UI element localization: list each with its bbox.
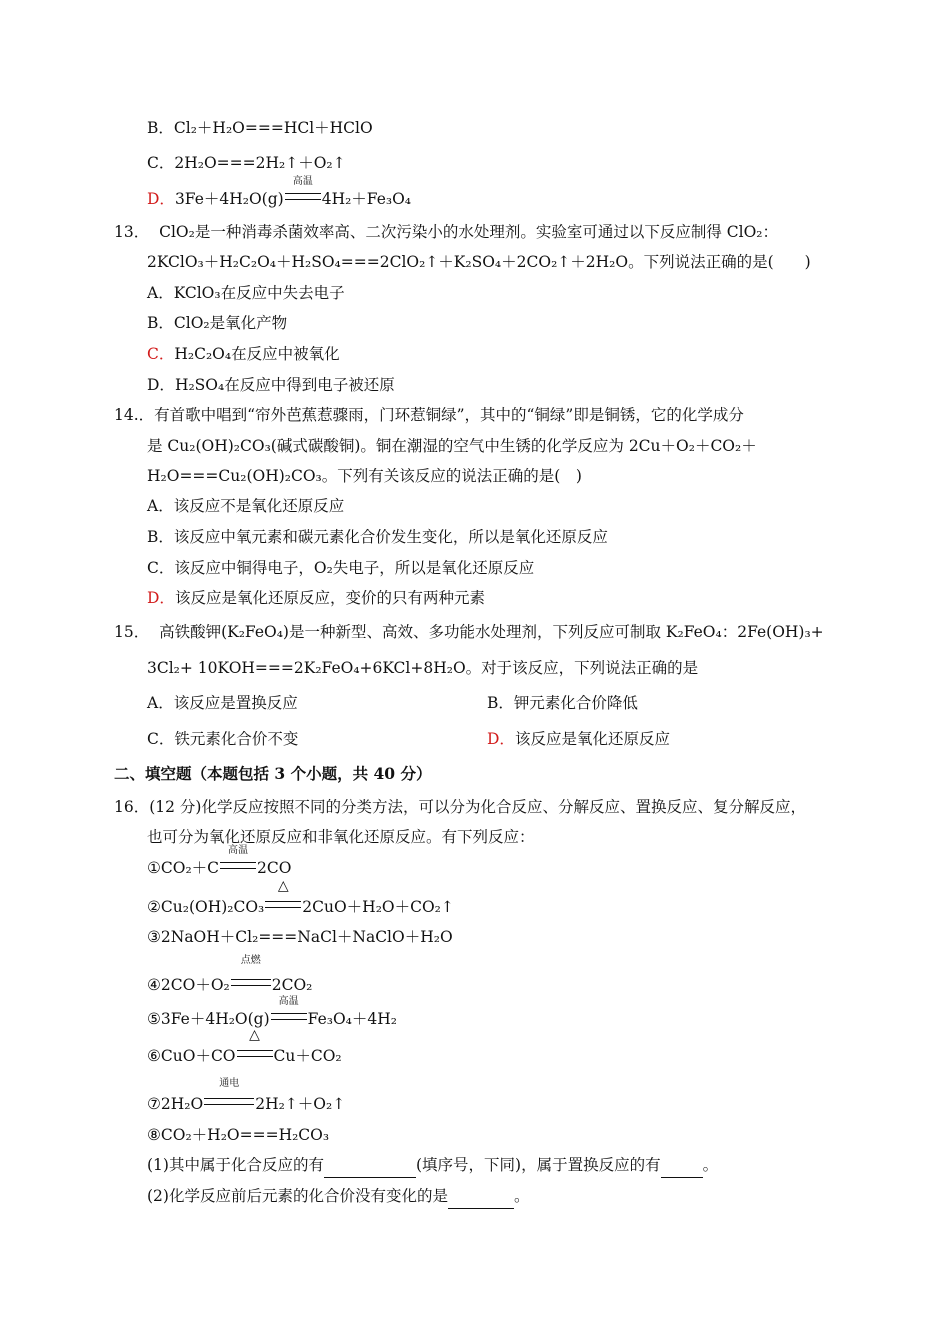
q16-reaction-4: ④2CO＋O₂ 点燃 2CO₂ — [147, 955, 313, 994]
q16-stem-line1: 16．(12 分)化学反应按照不同的分类方法，可以分为化合反应、分解反应、置换反应、复分解反应， — [114, 798, 806, 816]
q16-reaction-1: ①CO₂＋C 高温 2CO — [147, 845, 292, 877]
q16-reaction-5: ⑤3Fe＋4H₂O(g) 高温 Fe₃O₄＋4H₂ — [147, 996, 397, 1028]
q14-stem-line2: 是 Cu₂(OH)₂CO₃(碱式碳酸铜)。铜在潮湿的空气中生锈的化学反应为 2Cu＋O₂＋CO₂＋ — [147, 437, 757, 455]
q15-stem-line1: 15． 高铁酸钾(K₂FeO₄)是一种新型、高效、多功能水处理剂，下列反应可制取 K₂FeO₄：2Fe(OH)₃+ — [114, 623, 824, 641]
condition-arrow: △ — [265, 897, 301, 917]
q12-option-c: C．2H₂O===2H₂↑＋O₂↑ — [147, 154, 346, 172]
q13-option-b: B．ClO₂是氧化产物 — [147, 314, 288, 332]
condition-arrow: 高温 — [285, 189, 321, 209]
q12-option-d: D．3Fe＋4H₂O(g) 高温 4H₂＋Fe₃O₄ — [147, 176, 412, 208]
q13-stem-line2: 2KClO₃＋H₂C₂O₄＋H₂SO₄===2ClO₂↑＋K₂SO₄＋2CO₂↑＋2H₂O。下列说法正确的是( ) — [147, 253, 811, 271]
condition-arrow: 通电 — [204, 1094, 254, 1114]
q13-stem-line1: 13． ClO₂是一种消毒杀菌效率高、二次污染小的水处理剂。实验室可通过以下反应制得 ClO₂： — [114, 223, 778, 241]
condition-arrow: 高温 — [271, 1009, 307, 1029]
q16-reaction-7: ⑦2H₂O 通电 2H₂↑＋O₂↑ — [147, 1078, 346, 1113]
q13-option-d: D．H₂SO₄在反应中得到电子被还原 — [147, 376, 395, 394]
q14-option-c: C．该反应中铜得电子，O₂失电子，所以是氧化还原反应 — [147, 559, 535, 577]
q16-reaction-2: ②Cu₂(OH)₂CO₃ △ 2CuO＋H₂O＋CO₂↑ — [147, 878, 454, 916]
answer-letter: C． — [147, 345, 175, 363]
q15-option-d: D．该反应是氧化还原反应 — [487, 730, 670, 748]
q15-option-c: C．铁元素化合价不变 — [147, 730, 299, 748]
answer-letter: D． — [147, 190, 175, 208]
q14-stem-line1: 14.．有首歌中唱到“帘外芭蕉惹骤雨，门环惹铜绿”，其中的“铜绿”即是铜锈，它的化学成分 — [114, 406, 744, 424]
q14-option-b: B．该反应中氧元素和碳元素化合价发生变化，所以是氧化还原反应 — [147, 528, 608, 546]
answer-blank-2[interactable] — [661, 1157, 703, 1178]
q16-reaction-6: ⑥CuO＋CO △ Cu＋CO₂ — [147, 1027, 342, 1065]
q15-stem-line2: 3Cl₂+ 10KOH===2K₂FeO₄+6KCl+8H₂O。对于该反应，下列说法正确的是 — [147, 659, 699, 677]
answer-blank-3[interactable] — [448, 1188, 514, 1209]
condition-arrow: △ — [237, 1046, 273, 1066]
answer-letter: D． — [147, 589, 175, 607]
condition-arrow: 高温 — [220, 858, 256, 878]
q14-option-a: A．该反应不是氧化还原反应 — [147, 497, 345, 515]
q15-option-a: A．该反应是置换反应 — [147, 694, 298, 712]
q16-subquestion-2: (2)化学反应前后元素的化合价没有变化的是 。 — [147, 1186, 529, 1209]
q16-stem-line2: 也可分为氧化还原反应和非氧化还原反应。有下列反应： — [147, 828, 535, 846]
section-heading: 二、填空题（本题包括 3 个小题，共 40 分） — [114, 764, 432, 783]
q15-option-b: B．钾元素化合价降低 — [487, 694, 638, 712]
q14-stem-line3: H₂O===Cu₂(OH)₂CO₃。下列有关该反应的说法正确的是( ) — [147, 467, 582, 485]
answer-blank-1[interactable] — [324, 1157, 416, 1178]
q16-reaction-3: ③2NaOH＋Cl₂===NaCl＋NaClO＋H₂O — [147, 928, 453, 946]
condition-arrow: 点燃 — [231, 975, 271, 995]
answer-letter: D． — [487, 730, 515, 748]
q13-option-c: C．H₂C₂O₄在反应中被氧化 — [147, 345, 340, 363]
q13-option-a: A．KClO₃在反应中失去电子 — [147, 284, 345, 302]
q16-subquestion-1: (1)其中属于化合反应的有 (填序号，下同)，属于置换反应的有 。 — [147, 1155, 718, 1178]
q12-option-b: B．Cl₂＋H₂O===HCl＋HClO — [147, 119, 373, 137]
q14-option-d: D．该反应是氧化还原反应，变价的只有两种元素 — [147, 589, 485, 607]
q16-reaction-8: ⑧CO₂＋H₂O===H₂CO₃ — [147, 1126, 330, 1144]
